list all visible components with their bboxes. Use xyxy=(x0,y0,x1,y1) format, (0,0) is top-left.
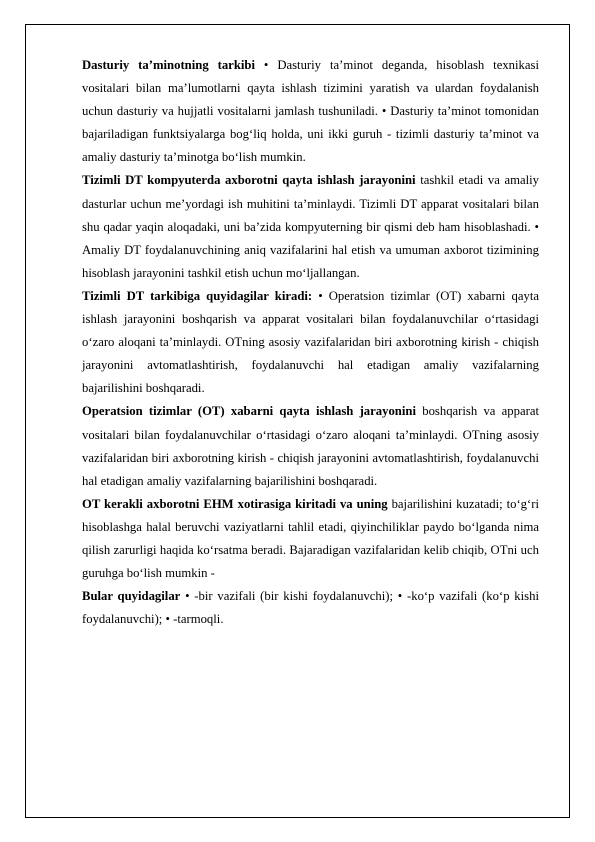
paragraph-system-software-components xyxy=(82,285,539,400)
paragraph-os-functions xyxy=(82,493,539,585)
paragraph-text: • Dasturiy ta’minot deganda, hisoblash texnikasi vositalari bilan ma’lumotlarni qayta ishlash tizimini yaratish va ulardan foydalanish uchun dasturiy va hujjatli vositalarni jamlash tushuniladi. • Dasturiy ta’minot tomonidan bajariladigan funktsiyalarga bog‘liq holda, uni ikki guruh - tizimli dasturiy ta’minot va amaliy dasturiy ta’minotga bo‘lish mumkin. xyxy=(82,58,539,165)
paragraph-heading: Operatsion tizimlar (OT) xabarni qayta ishlash jarayonini xyxy=(82,404,416,419)
document-body xyxy=(82,54,539,631)
paragraph-text: • Operatsion tizimlar (OT) xabarni qayta ishlash jarayonini boshqarish va apparat vositalari bilan foydalanuvchilar o‘rtasidagi o‘zaro aloqani ta’minlaydi. OTning asosiy vazifalaridan biri axborotning kirish - chiqish jarayonini avtomatlashtirish, foydalanuvchi hal etadigan amaliy vazifalarning bajarilishini boshqaradi. xyxy=(82,288,539,396)
paragraph-system-software xyxy=(82,169,539,284)
paragraph-heading: Tizimli DT tarkibiga quyidagilar kiradi: xyxy=(82,288,313,303)
paragraph-text: bajarilishini kuzatadi; to‘g‘ri hisoblashga halal beruvchi vaziyatlarni tahlil etadi, qiyinchiliklar paydo bo‘lganda nima qilish zarurligi haqida ko‘rsatma beradi. Bajaradigan vazifalaridan kelib chiqib, OTni uch guruhga bo‘lish mumkin - xyxy=(82,496,539,581)
paragraph-text: tashkil etadi va amaliy dasturlar uchun me’yordagi ish muhitini ta’minlaydi. Tizimli DT apparat vositalari bilan shu qadar yaqin aloqadaki, uni ba’zida kompyuterning bir qismi deb ham hisoblashadi. • Amaliy DT foydalanuvchining aniq vazifalarini hal etish va umuman axborot tizimining hisoblash jarayonini tashkil etish uchun mo‘ljallangan. xyxy=(82,173,539,280)
paragraph-operating-systems xyxy=(82,400,539,492)
paragraph-text: • -bir vazifali (bir kishi foydalanuvchi); • -ko‘p vazifali (ko‘p kishi foydalanuvchi); • -tarmoqli. xyxy=(82,589,539,627)
paragraph-os-types xyxy=(82,585,539,631)
paragraph-text: boshqarish va apparat vositalari bilan foydalanuvchilar o‘rtasidagi o‘zaro aloqani ta’minlaydi. OTning asosiy vazifalaridan biri axborotning kirish - chiqish jarayonini avtomatlashtirish, foydalanuvchi hal etadigan amaliy vazifalarning bajarilishini boshqaradi. xyxy=(82,404,539,488)
paragraph-heading: Tizimli DT kompyuterda axborotni qayta ishlash jarayonini xyxy=(82,173,416,188)
paragraph-heading: OT kerakli axborotni EHM xotirasiga kiritadi va uning xyxy=(82,496,388,511)
paragraph-software-composition xyxy=(82,54,539,169)
paragraph-heading: Dasturiy ta’minotning tarkibi xyxy=(82,58,255,72)
paragraph-heading: Bular quyidagilar xyxy=(82,589,181,604)
